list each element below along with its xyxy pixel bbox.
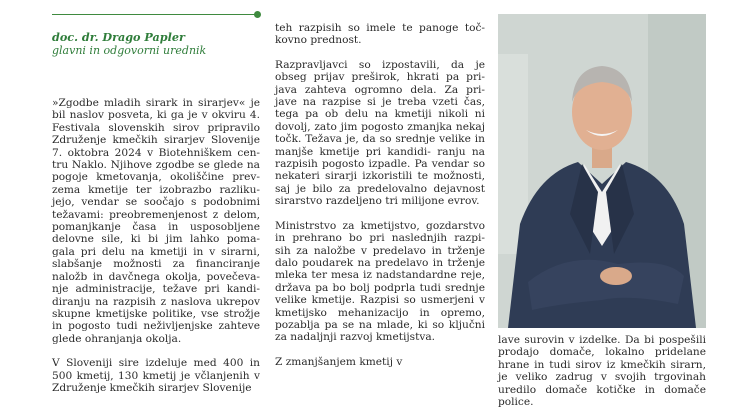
paragraph-4 (275, 59, 485, 208)
text-line: zema kmetije ter izobrazbo razliku- (52, 183, 260, 196)
text-line: prodajo domače, lokalno pridelane (498, 346, 706, 359)
text-line: vendar so nekateri sirarji izkoristili te (275, 158, 485, 183)
header-rule (52, 14, 258, 15)
text-line: »Zgodbe mladih sirark in sirarjev« je (52, 97, 260, 109)
text-line: delovne sile, ki bi jim lahko poma- (52, 233, 260, 246)
text-line: skupne kmetijske politike, vse strožje (52, 307, 260, 320)
text-line: glede ohranjanja okolja. (52, 332, 182, 345)
text-line: sih za naložbe v predelavo in trženje (275, 244, 485, 257)
text-line: Združenje kmečkih sirarjev Slovenije (52, 381, 252, 394)
text-line: uredilo domače kotičke in domače (498, 383, 706, 396)
article-column-1 (52, 97, 260, 394)
text-line: naložb in davčnega okolja, povečeva- (52, 270, 260, 283)
text-line: V Sloveniji sire izdeluje med 400 in (52, 357, 260, 370)
header-rule-dot (254, 11, 261, 18)
text-line: ranju na razpisih pogosto izpadle. Pa (275, 145, 485, 171)
author-role: glavni in odgovorni urednik (52, 44, 207, 57)
text-line: dovolj, zato jim pogosto zmanjka (275, 120, 453, 133)
text-line: police. (498, 396, 534, 409)
paragraph-6 (275, 356, 485, 368)
text-line: Razpravljavci so izpostavili, da je (275, 58, 485, 71)
text-line: kovno prednost. (275, 34, 362, 47)
text-line: 7. oktobra 2024 v Biotehniškem cen- (52, 146, 260, 159)
paragraph-2 (52, 357, 260, 394)
text-line: možnosti, saj je bilo za predelovalno (275, 170, 485, 195)
text-line: nekaj točk. Težava je, da so srednje (275, 120, 485, 146)
text-line: pogoje kmetovanja, okoliščine prev- (52, 171, 260, 184)
text-line: velike in manjše kmetije pri kandidi- (275, 133, 485, 158)
text-line: bil naslov posveta, ki ga je v okviru 4. (52, 109, 260, 122)
author-block (52, 30, 262, 58)
text-line: Združenje kmečkih sirarjev Slovenije (52, 134, 260, 147)
text-line: pozablja pa se na mlade, ki so ključni (275, 318, 485, 331)
text-line: milijone evrov. (401, 195, 480, 208)
text-line: mleka ter mesa iz nadstandardne reje, (275, 269, 485, 282)
text-line: 500 kmetij, 130 kmetij je včlanjenih v (52, 369, 260, 382)
paragraph-3 (275, 22, 485, 47)
text-line: velike kmetije. Razpisi so usmerjeni v (275, 294, 485, 307)
text-line: java zahteva ogromno dela. Za pri- (275, 83, 485, 96)
text-line: država pa bo bolj podprla tudi srednje (275, 281, 485, 294)
text-line: Festivala slovenskih sirov pripravilo (52, 121, 260, 134)
text-line: kmetijsko mehanizacijo in opremo, (275, 306, 485, 319)
text-line: pomanjkanje časa in usposobljene (52, 221, 260, 234)
text-line: dejavnost sirarstvo razdeljeno tri (275, 182, 485, 208)
text-line: obseg prijav preširok, hkrati pa pri- (275, 71, 485, 84)
text-line: gala pri delu na kmetiji in v sirarni, (52, 245, 260, 258)
text-line: tega pa ob delu na kmetiji nikoli ni (275, 108, 485, 121)
text-line: dalo poudarek na predelavo in trženje (275, 256, 485, 269)
text-line: je veliko zadrug v svojih trgovinah (498, 371, 706, 384)
paragraph-7 (498, 334, 706, 408)
text-line: teh razpisih so imele te panoge toč- (275, 22, 485, 34)
text-line: jejo, vendar se soočajo s podobnimi (52, 196, 260, 209)
text-line: lave surovin v izdelke. Da bi pospešili (498, 334, 706, 346)
text-line: za nadaljnji razvoj kmetijstva. (275, 331, 436, 344)
text-line: in prehrano bo pri naslednjih razpi- (275, 232, 485, 245)
text-line: Ministrstvo za kmetijstvo, gozdarstvo (275, 219, 485, 232)
text-line: slabšanje možnosti za financiranje (52, 258, 260, 271)
text-line: težavami: preobremenjenost z delom, (52, 208, 260, 221)
text-line: tru Naklo. Njihove zgodbe se glede na (52, 159, 260, 172)
article-column-2 (275, 22, 485, 368)
text-line: jave na razpise si je treba vzeti čas, (275, 96, 485, 109)
text-line: in pogosto tudi neživljenjske zahteve (52, 320, 260, 333)
text-line: diranju na razpisih z naslova ukrepov (52, 295, 260, 308)
paragraph-1 (52, 97, 260, 345)
text-line: nje administracije, težave pri kandi- (52, 283, 260, 296)
paragraph-5 (275, 220, 485, 344)
article-column-3 (498, 334, 706, 408)
text-line: Z zmanjšanjem kmetij v (275, 355, 403, 368)
author-portrait-photo (498, 14, 706, 328)
author-name: doc. dr. Drago Papler (52, 30, 185, 44)
text-line: hrane in tudi sirov iz kmečkih sirarn, (498, 358, 706, 371)
